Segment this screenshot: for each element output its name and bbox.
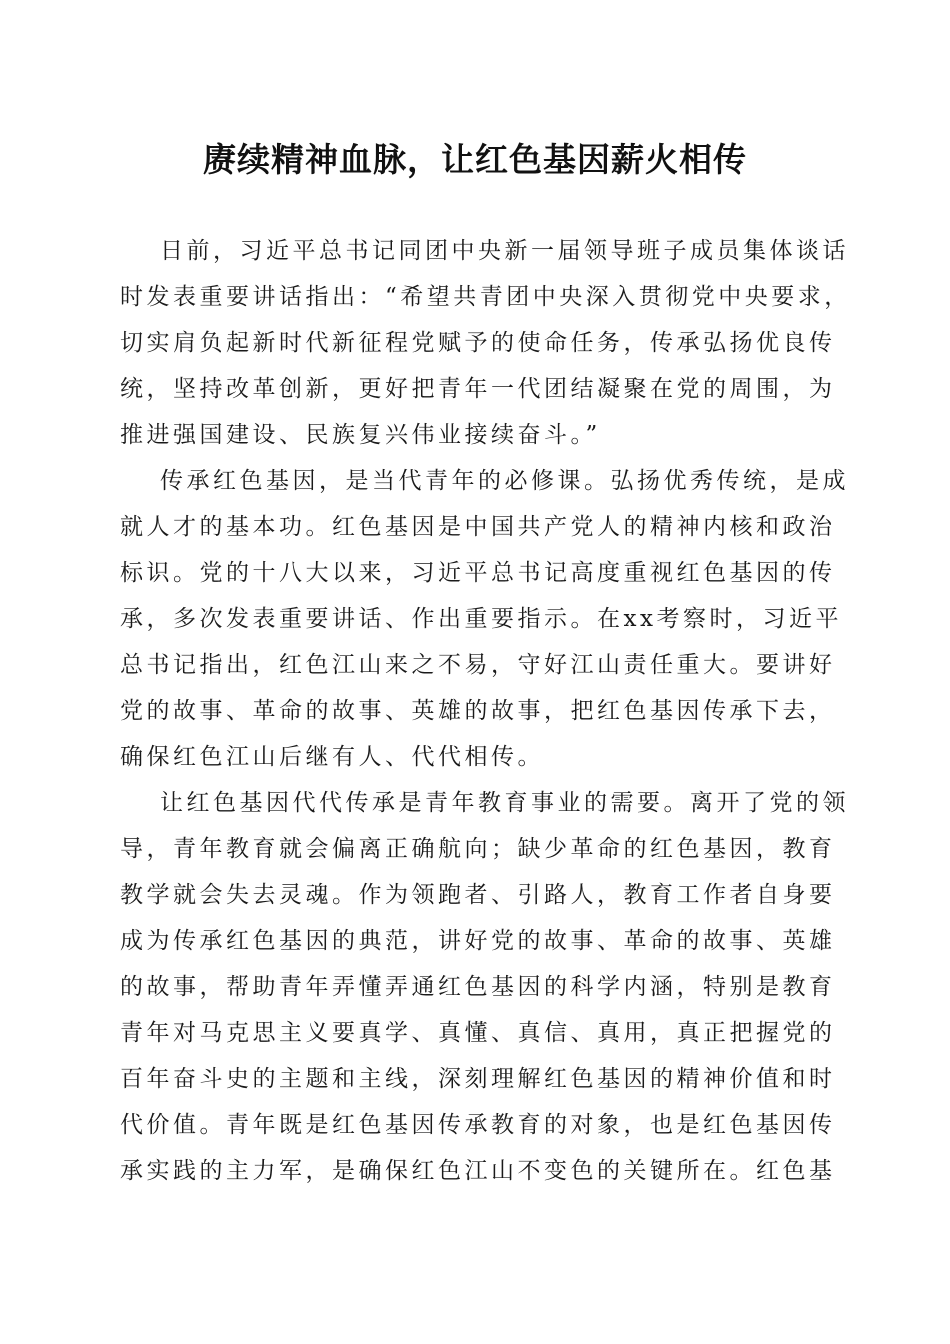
text-line: 承，多次发表重要讲话、作出重要指示。在xx考察时，习近平 bbox=[120, 606, 842, 632]
text-line: 标识。党的十八大以来，习近平总书记高度重视红色基因的传 bbox=[120, 560, 836, 586]
text-line: 代价值。青年既是红色基因传承教育的对象，也是红色基因传 bbox=[120, 1112, 836, 1138]
paragraph-1 bbox=[120, 228, 851, 458]
text-line: 传承红色基因，是当代青年的必修课。弘扬优秀传统，是成 bbox=[160, 468, 849, 494]
document-body bbox=[120, 228, 851, 1194]
text-line: 就人才的基本功。红色基因是中国共产党人的精神内核和政治 bbox=[120, 514, 836, 540]
text-line: 承实践的主力军，是确保红色江山不变色的关键所在。红色基 bbox=[120, 1158, 836, 1184]
text-line: 总书记指出，红色江山来之不易，守好江山责任重大。要讲好 bbox=[120, 652, 836, 678]
text-line: 确保红色江山后继有人、代代相传。 bbox=[120, 744, 544, 770]
text-line: 让红色基因代代传承是青年教育事业的需要。离开了党的领 bbox=[160, 790, 849, 816]
paragraph-2 bbox=[120, 458, 849, 780]
paragraph-3 bbox=[120, 780, 849, 1194]
text-line: 导，青年教育就会偏离正确航向；缺少革命的红色基因，教育 bbox=[120, 836, 836, 862]
text-line: 日前，习近平总书记同团中央新一届领导班子成员集体谈话 bbox=[160, 238, 849, 264]
text-line: 切实肩负起新时代新征程党赋予的使命任务，传承弘扬优良传 bbox=[120, 330, 836, 356]
text-line: 推进强国建设、民族复兴伟业接续奋斗。” bbox=[120, 422, 601, 448]
document-title: 赓续精神血脉，让红色基因薪火相传 bbox=[203, 140, 747, 179]
text-line: 党的故事、革命的故事、英雄的故事，把红色基因传承下去， bbox=[120, 698, 836, 724]
text-line: 时发表重要讲话指出：“希望共青团中央深入贯彻党中央要求， bbox=[120, 284, 851, 310]
text-line: 统，坚持改革创新，更好把青年一代团结凝聚在党的周围，为 bbox=[120, 376, 836, 402]
text-line: 成为传承红色基因的典范，讲好党的故事、革命的故事、英雄 bbox=[120, 928, 836, 954]
text-line: 青年对马克思主义要真学、真懂、真信、真用，真正把握党的 bbox=[120, 1020, 836, 1046]
text-line: 教学就会失去灵魂。作为领跑者、引路人，教育工作者自身要 bbox=[120, 882, 836, 908]
text-line: 百年奋斗史的主题和主线，深刻理解红色基因的精神价值和时 bbox=[120, 1066, 836, 1092]
text-line: 的故事，帮助青年弄懂弄通红色基因的科学内涵，特别是教育 bbox=[120, 974, 836, 1000]
